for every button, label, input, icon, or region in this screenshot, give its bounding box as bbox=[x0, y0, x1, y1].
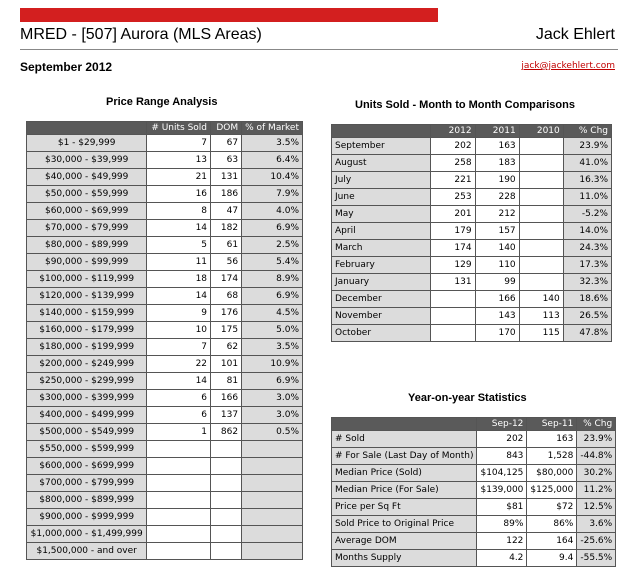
units_sold-cell: August bbox=[332, 155, 431, 172]
units_sold-header-cell bbox=[332, 125, 431, 138]
units_sold-cell: 143 bbox=[475, 308, 519, 325]
price_range-cell: $1,000,000 - $1,499,999 bbox=[27, 526, 147, 543]
yoy-table bbox=[331, 417, 616, 567]
price_range-row bbox=[27, 322, 303, 339]
yoy-cell: # For Sale (Last Day of Month) bbox=[332, 448, 477, 465]
price_range-cell: $500,000 - $549,999 bbox=[27, 424, 147, 441]
yoy-cell: 202 bbox=[477, 431, 527, 448]
yoy-cell: Median Price (For Sale) bbox=[332, 482, 477, 499]
price_range-cell: $1,500,000 - and over bbox=[27, 543, 147, 560]
price-range-header-row bbox=[27, 122, 303, 135]
price_range-cell: $100,000 - $119,999 bbox=[27, 271, 147, 288]
yoy-cell: Sold Price to Original Price bbox=[332, 516, 477, 533]
price_range-header-cell: DOM bbox=[211, 122, 242, 135]
price_range-cell: 3.5% bbox=[242, 339, 303, 356]
units_sold-cell: February bbox=[332, 257, 431, 274]
units_sold-cell bbox=[519, 189, 563, 206]
yoy-title: Year-on-year Statistics bbox=[408, 392, 527, 404]
units_sold-cell: 110 bbox=[475, 257, 519, 274]
price_range-cell: 14 bbox=[147, 288, 211, 305]
price_range-cell: $40,000 - $49,999 bbox=[27, 169, 147, 186]
price_range-cell bbox=[211, 509, 242, 526]
price_range-cell: $80,000 - $89,999 bbox=[27, 237, 147, 254]
price_range-cell: 3.0% bbox=[242, 407, 303, 424]
units_sold-cell: 140 bbox=[475, 240, 519, 257]
price_range-cell: 182 bbox=[211, 220, 242, 237]
units_sold-header-cell: 2011 bbox=[475, 125, 519, 138]
yoy-cell: 4.2 bbox=[477, 550, 527, 567]
yoy-cell: 3.6% bbox=[577, 516, 616, 533]
units_sold-cell: 170 bbox=[475, 325, 519, 342]
price_range-cell bbox=[211, 475, 242, 492]
units_sold-cell: 47.8% bbox=[563, 325, 611, 342]
yoy-row bbox=[332, 465, 616, 482]
units_sold-row bbox=[332, 206, 612, 223]
price_range-cell bbox=[242, 543, 303, 560]
price_range-cell: 4.0% bbox=[242, 203, 303, 220]
units_sold-cell bbox=[519, 155, 563, 172]
units_sold-cell: 99 bbox=[475, 274, 519, 291]
price_range-cell: 3.0% bbox=[242, 390, 303, 407]
yoy-row bbox=[332, 516, 616, 533]
price_range-cell: 68 bbox=[211, 288, 242, 305]
price_range-row bbox=[27, 237, 303, 254]
units_sold-row bbox=[332, 308, 612, 325]
yoy-cell: 164 bbox=[527, 533, 577, 550]
price_range-row bbox=[27, 492, 303, 509]
price_range-cell: 186 bbox=[211, 186, 242, 203]
price_range-cell: 7 bbox=[147, 135, 211, 152]
price_range-row bbox=[27, 305, 303, 322]
price_range-row bbox=[27, 152, 303, 169]
price_range-cell: 6.9% bbox=[242, 220, 303, 237]
price_range-cell bbox=[242, 526, 303, 543]
units_sold-cell: 17.3% bbox=[563, 257, 611, 274]
price_range-cell: 175 bbox=[211, 322, 242, 339]
header-red-bar bbox=[20, 8, 438, 22]
price_range-cell: 6.9% bbox=[242, 288, 303, 305]
yoy-cell: 1,528 bbox=[527, 448, 577, 465]
price-range-table bbox=[26, 121, 303, 560]
units_sold-header-cell: 2010 bbox=[519, 125, 563, 138]
price_range-cell bbox=[147, 475, 211, 492]
price_range-cell: 47 bbox=[211, 203, 242, 220]
units_sold-cell: 253 bbox=[431, 189, 475, 206]
price_range-cell: 862 bbox=[211, 424, 242, 441]
yoy-cell: 23.9% bbox=[577, 431, 616, 448]
units_sold-cell bbox=[519, 274, 563, 291]
price_range-cell: 10 bbox=[147, 322, 211, 339]
price_range-cell: 56 bbox=[211, 254, 242, 271]
price_range-cell: 131 bbox=[211, 169, 242, 186]
units_sold-cell bbox=[431, 325, 475, 342]
agent-email-link[interactable]: jack@jackehlert.com bbox=[521, 61, 615, 71]
price_range-cell: $200,000 - $249,999 bbox=[27, 356, 147, 373]
price_range-cell bbox=[242, 492, 303, 509]
units-sold-title: Units Sold - Month to Month Comparisons bbox=[355, 99, 575, 111]
price_range-cell: 2.5% bbox=[242, 237, 303, 254]
price_range-cell bbox=[147, 526, 211, 543]
yoy-cell: 11.2% bbox=[577, 482, 616, 499]
units_sold-cell: 174 bbox=[431, 240, 475, 257]
units_sold-cell: 157 bbox=[475, 223, 519, 240]
price_range-cell: 5.0% bbox=[242, 322, 303, 339]
price_range-row bbox=[27, 441, 303, 458]
units_sold-cell bbox=[431, 308, 475, 325]
price_range-row bbox=[27, 203, 303, 220]
price_range-cell: 3.5% bbox=[242, 135, 303, 152]
units_sold-cell: 41.0% bbox=[563, 155, 611, 172]
units_sold-cell bbox=[519, 240, 563, 257]
price_range-cell: 6.4% bbox=[242, 152, 303, 169]
yoy-header-cell bbox=[332, 418, 477, 431]
price_range-row bbox=[27, 135, 303, 152]
price_range-row bbox=[27, 288, 303, 305]
report-title: MRED - [507] Aurora (MLS Areas) bbox=[20, 26, 262, 43]
units_sold-cell: 113 bbox=[519, 308, 563, 325]
price_range-cell: 63 bbox=[211, 152, 242, 169]
report-month: September 2012 bbox=[20, 60, 113, 74]
price_range-row bbox=[27, 543, 303, 560]
price_range-cell: $160,000 - $179,999 bbox=[27, 322, 147, 339]
price_range-cell: 67 bbox=[211, 135, 242, 152]
price_range-cell bbox=[211, 441, 242, 458]
price_range-cell bbox=[211, 543, 242, 560]
price_range-cell: 101 bbox=[211, 356, 242, 373]
price_range-row bbox=[27, 186, 303, 203]
price_range-cell: $300,000 - $399,999 bbox=[27, 390, 147, 407]
units_sold-cell: 258 bbox=[431, 155, 475, 172]
units_sold-cell: 131 bbox=[431, 274, 475, 291]
price_range-cell: 137 bbox=[211, 407, 242, 424]
yoy-cell: $139,000 bbox=[477, 482, 527, 499]
units_sold-cell: 190 bbox=[475, 172, 519, 189]
yoy-cell: $125,000 bbox=[527, 482, 577, 499]
units_sold-row bbox=[332, 291, 612, 308]
price_range-row bbox=[27, 424, 303, 441]
units_sold-row bbox=[332, 189, 612, 206]
units_sold-cell: 183 bbox=[475, 155, 519, 172]
yoy-cell: 843 bbox=[477, 448, 527, 465]
price_range-cell bbox=[242, 441, 303, 458]
yoy-header-cell: % Chg bbox=[577, 418, 616, 431]
price_range-cell: 166 bbox=[211, 390, 242, 407]
units_sold-cell: 201 bbox=[431, 206, 475, 223]
price_range-cell: 22 bbox=[147, 356, 211, 373]
price_range-row bbox=[27, 220, 303, 237]
units_sold-cell: 179 bbox=[431, 223, 475, 240]
units_sold-cell: November bbox=[332, 308, 431, 325]
price_range-cell: 6 bbox=[147, 407, 211, 424]
price_range-cell: 6 bbox=[147, 390, 211, 407]
price_range-cell bbox=[242, 509, 303, 526]
price_range-row bbox=[27, 373, 303, 390]
yoy-cell: 30.2% bbox=[577, 465, 616, 482]
yoy-cell: $81 bbox=[477, 499, 527, 516]
units_sold-cell: 16.3% bbox=[563, 172, 611, 189]
yoy-cell: -44.8% bbox=[577, 448, 616, 465]
units_sold-cell: 32.3% bbox=[563, 274, 611, 291]
units_sold-cell bbox=[431, 291, 475, 308]
units_sold-cell: December bbox=[332, 291, 431, 308]
units_sold-cell: 221 bbox=[431, 172, 475, 189]
price_range-cell: $250,000 - $299,999 bbox=[27, 373, 147, 390]
price_range-cell bbox=[242, 475, 303, 492]
price_range-row bbox=[27, 526, 303, 543]
yoy-cell: $80,000 bbox=[527, 465, 577, 482]
yoy-cell: 89% bbox=[477, 516, 527, 533]
price_range-row bbox=[27, 254, 303, 271]
units_sold-cell: 202 bbox=[431, 138, 475, 155]
units-sold-body bbox=[332, 138, 612, 342]
units_sold-cell: 212 bbox=[475, 206, 519, 223]
price_range-cell: $70,000 - $79,999 bbox=[27, 220, 147, 237]
price_range-cell: $550,000 - $599,999 bbox=[27, 441, 147, 458]
agent-name: Jack Ehlert bbox=[535, 26, 615, 43]
price_range-cell: $700,000 - $799,999 bbox=[27, 475, 147, 492]
units_sold-row bbox=[332, 172, 612, 189]
price_range-cell: $30,000 - $39,999 bbox=[27, 152, 147, 169]
price_range-cell: 7 bbox=[147, 339, 211, 356]
units_sold-cell: 166 bbox=[475, 291, 519, 308]
price_range-cell: 8.9% bbox=[242, 271, 303, 288]
price_range-cell: 10.9% bbox=[242, 356, 303, 373]
yoy-row bbox=[332, 448, 616, 465]
price_range-cell: $120,000 - $139,999 bbox=[27, 288, 147, 305]
price_range-cell: 5.4% bbox=[242, 254, 303, 271]
price_range-cell bbox=[147, 543, 211, 560]
price_range-cell: $180,000 - $199,999 bbox=[27, 339, 147, 356]
units_sold-cell: May bbox=[332, 206, 431, 223]
yoy-header-cell: Sep-12 bbox=[477, 418, 527, 431]
units_sold-cell: 14.0% bbox=[563, 223, 611, 240]
header-divider bbox=[20, 49, 618, 50]
units_sold-cell: 140 bbox=[519, 291, 563, 308]
price_range-cell: 176 bbox=[211, 305, 242, 322]
units_sold-header-cell: % Chg bbox=[563, 125, 611, 138]
units_sold-row bbox=[332, 155, 612, 172]
units_sold-cell: 228 bbox=[475, 189, 519, 206]
price_range-cell: $140,000 - $159,999 bbox=[27, 305, 147, 322]
price_range-cell bbox=[147, 509, 211, 526]
price_range-row bbox=[27, 356, 303, 373]
price_range-row bbox=[27, 169, 303, 186]
price_range-cell bbox=[211, 526, 242, 543]
units_sold-cell: 26.5% bbox=[563, 308, 611, 325]
price_range-row bbox=[27, 458, 303, 475]
price_range-row bbox=[27, 390, 303, 407]
units_sold-row bbox=[332, 257, 612, 274]
price_range-header-cell: # Units Sold bbox=[147, 122, 211, 135]
price_range-cell: 5 bbox=[147, 237, 211, 254]
yoy-header-cell: Sep-11 bbox=[527, 418, 577, 431]
yoy-cell: $104,125 bbox=[477, 465, 527, 482]
yoy-row bbox=[332, 550, 616, 567]
units_sold-row bbox=[332, 274, 612, 291]
units_sold-cell: September bbox=[332, 138, 431, 155]
yoy-cell: 9.4 bbox=[527, 550, 577, 567]
units_sold-cell bbox=[519, 257, 563, 274]
price_range-cell: $50,000 - $59,999 bbox=[27, 186, 147, 203]
units_sold-cell bbox=[519, 206, 563, 223]
price_range-cell: 6.9% bbox=[242, 373, 303, 390]
units_sold-cell: 115 bbox=[519, 325, 563, 342]
units_sold-row bbox=[332, 240, 612, 257]
units_sold-cell bbox=[519, 138, 563, 155]
yoy-body bbox=[332, 431, 616, 567]
price_range-cell: 81 bbox=[211, 373, 242, 390]
units_sold-row bbox=[332, 325, 612, 342]
price_range-cell: $60,000 - $69,999 bbox=[27, 203, 147, 220]
units_sold-cell bbox=[519, 172, 563, 189]
yoy-cell: 12.5% bbox=[577, 499, 616, 516]
yoy-cell: Average DOM bbox=[332, 533, 477, 550]
price_range-cell: 21 bbox=[147, 169, 211, 186]
price_range-cell: $90,000 - $99,999 bbox=[27, 254, 147, 271]
price_range-cell: 4.5% bbox=[242, 305, 303, 322]
yoy-row bbox=[332, 499, 616, 516]
price_range-row bbox=[27, 475, 303, 492]
units_sold-cell: March bbox=[332, 240, 431, 257]
yoy-cell: -55.5% bbox=[577, 550, 616, 567]
units_sold-cell: October bbox=[332, 325, 431, 342]
price_range-cell: $900,000 - $999,999 bbox=[27, 509, 147, 526]
price_range-row bbox=[27, 271, 303, 288]
yoy-row bbox=[332, 533, 616, 550]
yoy-cell: 163 bbox=[527, 431, 577, 448]
units_sold-cell: 23.9% bbox=[563, 138, 611, 155]
yoy-cell: 122 bbox=[477, 533, 527, 550]
yoy-cell: Months Supply bbox=[332, 550, 477, 567]
price_range-cell: 13 bbox=[147, 152, 211, 169]
units_sold-cell: 18.6% bbox=[563, 291, 611, 308]
price_range-cell bbox=[211, 458, 242, 475]
price-range-body bbox=[27, 135, 303, 560]
price_range-cell: 1 bbox=[147, 424, 211, 441]
price_range-cell: 0.5% bbox=[242, 424, 303, 441]
price_range-cell: $800,000 - $899,999 bbox=[27, 492, 147, 509]
yoy-row bbox=[332, 431, 616, 448]
units_sold-row bbox=[332, 138, 612, 155]
yoy-cell: 86% bbox=[527, 516, 577, 533]
yoy-cell: $72 bbox=[527, 499, 577, 516]
yoy-cell: -25.6% bbox=[577, 533, 616, 550]
price_range-cell bbox=[242, 458, 303, 475]
price_range-cell bbox=[147, 458, 211, 475]
price_range-cell: 8 bbox=[147, 203, 211, 220]
units_sold-cell: 24.3% bbox=[563, 240, 611, 257]
units_sold-row bbox=[332, 223, 612, 240]
yoy-row bbox=[332, 482, 616, 499]
units_sold-cell: 163 bbox=[475, 138, 519, 155]
price_range-header-cell: % of Market bbox=[242, 122, 303, 135]
yoy-cell: # Sold bbox=[332, 431, 477, 448]
units_sold-cell: July bbox=[332, 172, 431, 189]
price_range-row bbox=[27, 407, 303, 424]
price_range-cell: 14 bbox=[147, 220, 211, 237]
units_sold-cell: June bbox=[332, 189, 431, 206]
units_sold-header-cell: 2012 bbox=[431, 125, 475, 138]
price_range-cell: 18 bbox=[147, 271, 211, 288]
price_range-cell: 14 bbox=[147, 373, 211, 390]
price_range-cell bbox=[147, 492, 211, 509]
units_sold-cell bbox=[519, 223, 563, 240]
price_range-row bbox=[27, 509, 303, 526]
price_range-cell: $600,000 - $699,999 bbox=[27, 458, 147, 475]
price_range-cell: $1 - $29,999 bbox=[27, 135, 147, 152]
units_sold-cell: January bbox=[332, 274, 431, 291]
price_range-cell: 7.9% bbox=[242, 186, 303, 203]
units-sold-table bbox=[331, 124, 612, 342]
price_range-cell: 174 bbox=[211, 271, 242, 288]
price_range-row bbox=[27, 339, 303, 356]
price_range-cell: 11 bbox=[147, 254, 211, 271]
units_sold-cell: 129 bbox=[431, 257, 475, 274]
price-range-title: Price Range Analysis bbox=[106, 96, 218, 108]
units_sold-cell: -5.2% bbox=[563, 206, 611, 223]
price_range-cell: 62 bbox=[211, 339, 242, 356]
price_range-cell: 9 bbox=[147, 305, 211, 322]
units_sold-cell: April bbox=[332, 223, 431, 240]
price_range-cell bbox=[211, 492, 242, 509]
price_range-cell: 61 bbox=[211, 237, 242, 254]
price_range-cell: $400,000 - $499,999 bbox=[27, 407, 147, 424]
price_range-cell: 16 bbox=[147, 186, 211, 203]
yoy-cell: Price per Sq Ft bbox=[332, 499, 477, 516]
price_range-cell bbox=[147, 441, 211, 458]
yoy-header-row bbox=[332, 418, 616, 431]
price_range-cell: 10.4% bbox=[242, 169, 303, 186]
price_range-header-cell bbox=[27, 122, 147, 135]
units_sold-cell: 11.0% bbox=[563, 189, 611, 206]
units-sold-header-row bbox=[332, 125, 612, 138]
yoy-cell: Median Price (Sold) bbox=[332, 465, 477, 482]
